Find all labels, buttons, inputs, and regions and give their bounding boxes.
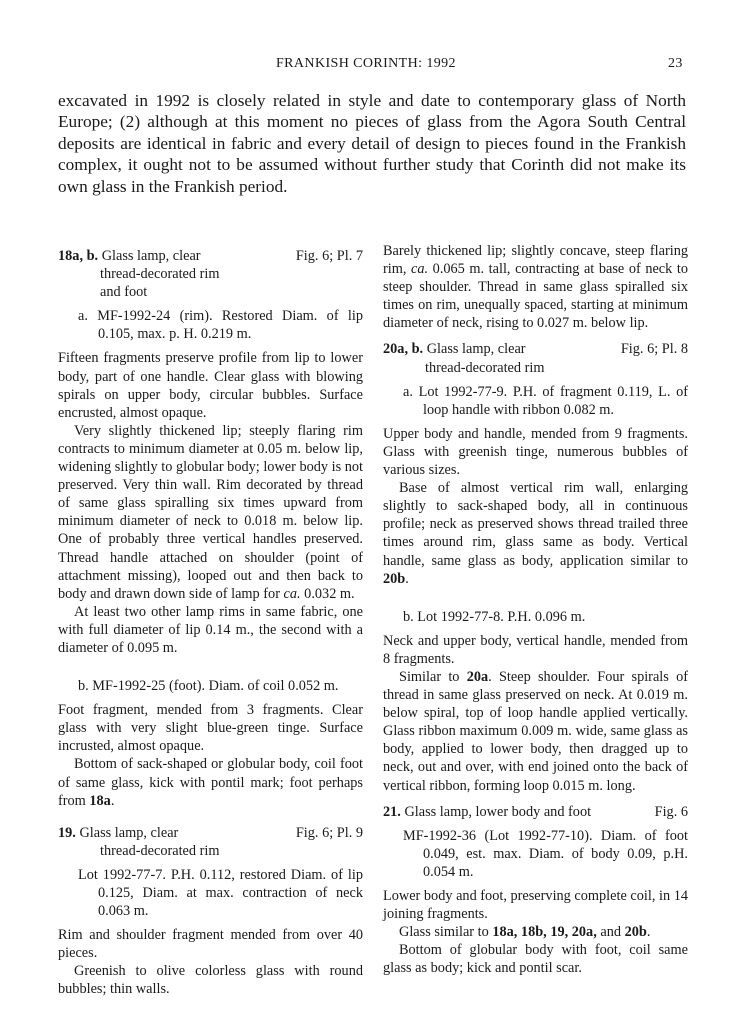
text-run: Very slightly thickened lip; steeply flaring rim contracts to minimum diameter at 0.05 m. below lip, widening slightly to globular body; lower body is not preserved. Very thin wall. Rim decorated by thread of same glass spiralling six times upward from minimum diameter of neck to 0.018 m. below lip. One of probably three vertical handles preserved. Thread handle attached on shoulder (point of attachment missing), looped out and then back to body and drawn down side of lamp for [58,422,363,602]
catalogue-entry-19-heading [58,824,363,860]
entry-title: Glass lamp, lower body and foot [404,803,592,820]
left-column [58,247,363,999]
inventory-line: a. Lot 1992-77-9. P.H. of fragment 0.119, L. of loop handle with ribbon 0.082 m. [403,383,688,418]
text-run: Bottom of sack-shaped or globular body, coil foot of same glass, kick with pontil mark; foot perhaps from [58,756,363,809]
intro-paragraph: excavated in 1992 is closely related in style and date to contemporary glass of North Europe; (2) although at this moment no pieces of glass from the Agora South Central deposits are identical in fabric and every detail of design to pieces found in the Frankish complex, it ought not to be assumed without further study that Corinth did not make its own glass in the Frankish period. [58,91,686,196]
cross-reference: 18a [89,792,111,809]
spacer [383,332,688,340]
cross-reference: 20b [383,570,406,587]
description-paragraph: Fifteen fragments preserve profile from lip to lower body, part of one handle. Clear glass with blowing spirals on upper body, circular bubbles. Surface encrusted, almost opaque. [58,350,363,421]
entry-subtitle: thread-decorated rim [100,266,220,283]
catalogue-entry-18-heading [58,247,363,301]
description-paragraph [58,422,363,603]
description-paragraph: At least two other lamp rims in same fabric, one with full diameter of lip 0.14 m., the second with a diameter of 0.095 m. [58,603,363,656]
description-paragraph: Rim and shoulder fragment mended from over 40 pieces. [58,927,363,962]
entry-subtitle: thread-decorated rim [100,842,220,859]
spacer [58,810,363,824]
entry-subtitle: thread-decorated rim [425,359,545,376]
description-paragraph [58,755,363,809]
description-paragraph: Lower body and foot, preserving complete coil, in 14 joining fragments. [383,888,688,923]
text-run: . Steep shoulder. Four spirals of thread in same glass preserved on neck. At 0.019 m. below spiral, top of loop handle applied vertically. Glass ribbon maximum 0.009 m. wide, same glass as body, applied to lower body, then dragged up to neck, out and over, with end joined onto the back of vertical ribbon, forming loop 0.015 m. long. [383,668,688,794]
abbreviation: ca. [411,261,429,278]
abbreviation: ca. [283,585,301,602]
figure-reference: Fig. 6; Pl. 8 [620,341,688,358]
running-title: FRANKISH CORINTH: 1992 [276,56,456,71]
description-paragraph [383,668,688,795]
spacer [383,795,688,803]
cross-reference: 18a, 18b, 19, 20a, [492,924,597,941]
text-run: 0.065 m. tall, contracting at base of neck to steep shoulder. Thread in same glass spiralled six times on rim, unequally spaced, starting at minimum diameter of neck, rising to 0.027 m. below lip. [383,261,688,332]
entry-title: Glass lamp, clear [426,341,526,358]
description-paragraph: Upper body and handle, mended from 9 fragments. Glass with greenish tinge, numerous bubbles of various sizes. [383,425,688,479]
description-paragraph [383,242,688,332]
cross-reference: 20a [466,668,489,685]
entry-title: Glass lamp, clear [79,824,179,841]
inventory-line: b. MF-1992-25 (foot). Diam. of coil 0.052 m. [78,678,339,695]
description-paragraph: Neck and upper body, vertical handle, mended from 8 fragments. [383,632,688,667]
description-paragraph [383,923,688,941]
text-run: . [110,792,115,809]
spacer [383,588,688,602]
page-number: 23 [668,56,683,71]
text-run: . [405,570,409,587]
entry-number: 18a, b. [58,248,99,264]
spacer [58,657,363,671]
text-run: and [596,924,625,941]
text-run: Barely thickened lip; slightly concave, steep flaring rim, [383,243,688,278]
catalogue-entry-20-heading [383,340,688,376]
entry-number: 21. [383,803,401,820]
description-paragraph: Bottom of globular body with foot, coil same glass as body; kick and pontil scar. [383,942,688,977]
text-run: Base of almost vertical rim wall, enlarging slightly to sack-shaped body, all in continuous profile; neck as preserved shows thread trailed three times around rim, glass same as body. Vertical handle, same glass as body, application similar to [383,480,688,569]
entry-number: 19. [58,824,76,841]
entry-subtitle: and foot [100,284,148,301]
inventory-line: MF-1992-36 (Lot 1992-77-10). Diam. of foot 0.049, est. max. Diam. of body 0.09, p.H. 0.054 m. [403,827,688,880]
figure-reference: Fig. 6 [654,803,688,820]
text-run: 0.032 m. [300,585,355,602]
text-run: . [646,924,651,941]
entry-title: Glass lamp, clear [101,248,201,264]
text-run: Similar to [399,668,467,685]
right-column [383,242,688,977]
catalogue-entry-21-heading [383,803,688,821]
figure-reference: Fig. 6; Pl. 9 [295,824,363,841]
inventory-line: Lot 1992-77-7. P.H. 0.112, restored Diam. of lip 0.125, Diam. at max. contraction of neck 0.063 m. [78,866,363,920]
description-paragraph: Greenish to olive colorless glass with round bubbles; thin walls. [58,963,363,998]
description-paragraph: Foot fragment, mended from 3 fragments. Clear glass with very slight blue-green tinge. Surface incrusted, almost opaque. [58,702,363,755]
figure-reference: Fig. 6; Pl. 7 [295,248,363,264]
text-run: Glass similar to [399,924,493,941]
description-paragraph [383,479,688,588]
entry-number: 20a, b. [383,341,424,358]
inventory-line: b. Lot 1992-77-8. P.H. 0.096 m. [403,608,586,625]
inventory-line: a. MF-1992-24 (rim). Restored Diam. of lip 0.105, max. p. H. 0.219 m. [78,308,363,343]
cross-reference: 20b [624,924,647,941]
